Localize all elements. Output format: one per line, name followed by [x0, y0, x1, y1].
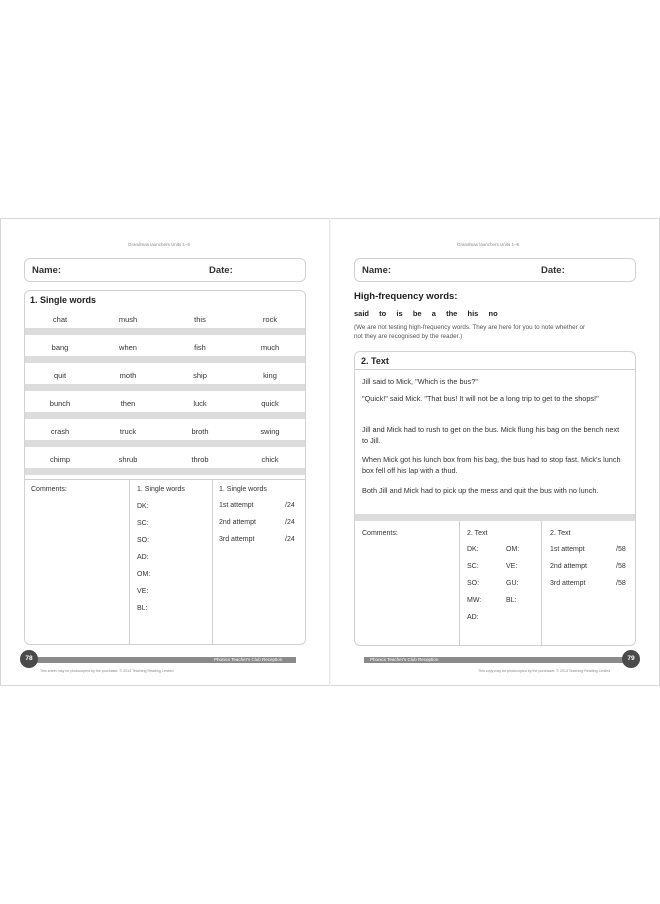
left-page-header: Grandmas launchers Units 1–6: [128, 242, 191, 247]
right-code-label: VE:: [506, 563, 518, 570]
left-attempts-title: 1. Single words: [219, 486, 267, 493]
text-gray-bar: [355, 514, 635, 521]
right-attempt-score: /58: [616, 580, 626, 587]
right-attempt-score: /58: [616, 546, 626, 553]
text-paragraph: Both Jill and Mick had to pick up the mess and quit the bus with no lunch.: [362, 486, 599, 495]
word-cell: fish: [194, 343, 206, 352]
word-row: [25, 395, 305, 412]
word-cell: moth: [119, 371, 137, 380]
left-comments-label: Comments:: [31, 486, 67, 493]
left-copyright: This sheet may be photocopied by the purchaser. © 2014 Teaching Reading Limited: [40, 669, 174, 673]
word-cell: mush: [118, 315, 138, 324]
right-attempts-title: 2. Text: [550, 530, 571, 537]
left-code-label: BL:: [137, 605, 148, 612]
left-page-edge: [0, 218, 1, 686]
word-cell: bunch: [49, 399, 71, 408]
left-code-label: AD:: [137, 554, 149, 561]
text-paragraph: "Quick!" said Mick. "That bus! It will not be a long trip to get to the shops!": [362, 394, 599, 403]
right-page-number: 79: [622, 650, 640, 668]
word-row-separator: [25, 412, 305, 419]
left-codes-title: 1. Single words: [137, 486, 185, 493]
right-code-label: AD:: [467, 614, 479, 621]
left-footer-title: Phonics Teacher's Club Reception: [214, 657, 283, 662]
right-code-label: GU:: [506, 580, 519, 587]
word-row: [25, 451, 305, 468]
word-cell: ship: [193, 371, 207, 380]
word-row: [25, 423, 305, 440]
right-code-label: MW:: [467, 597, 482, 604]
left-attempt-label: 1st attempt: [219, 502, 254, 509]
word-row: [25, 367, 305, 384]
right-attempt-label: 1st attempt: [550, 546, 585, 553]
word-cell: bang: [51, 343, 69, 352]
right-code-label: DK:: [467, 546, 479, 553]
left-name-label: Name:: [32, 265, 62, 276]
text-title-rule: [355, 369, 635, 370]
left-code-label: VE:: [137, 588, 149, 595]
left-date-label: Date:: [209, 265, 233, 276]
word-cell: quick: [261, 399, 279, 408]
left-divider-2: [212, 480, 213, 645]
single-words-title: 1. Single words: [30, 295, 97, 305]
left-table-top-rule: [25, 479, 305, 480]
hf-words-title: High-frequency words:: [354, 291, 458, 302]
text-paragraph: When Mick got his lunch box from his bag, the bus had to stop fast. Mick's lunch box fell off his lap with a thud.: [362, 455, 621, 475]
word-cell: chat: [52, 315, 68, 324]
right-attempt-label: 3rd attempt: [550, 580, 586, 587]
word-cell: much: [260, 343, 280, 352]
left-attempt-label: 2nd attempt: [219, 519, 256, 526]
right-name-label: Name:: [362, 265, 392, 276]
word-cell: swing: [260, 427, 280, 436]
word-cell: king: [263, 371, 277, 380]
left-code-label: SC:: [137, 520, 149, 527]
word-cell: when: [119, 343, 137, 352]
book-spine: [329, 218, 331, 686]
left-page-number: 78: [20, 650, 38, 668]
word-cell: rock: [262, 315, 278, 324]
word-cell: throb: [191, 455, 209, 464]
right-name-date-box: [354, 258, 636, 282]
right-code-label: SC:: [467, 563, 479, 570]
right-divider-2: [541, 521, 542, 646]
text-section-title: 2. Text: [361, 356, 389, 366]
left-name-date-box: [24, 258, 306, 282]
right-divider-1: [459, 521, 460, 646]
word-cell: crash: [50, 427, 70, 436]
left-attempt-score: /24: [285, 519, 295, 526]
hf-note-line-1: (We are not testing high-frequency words. They are here for you to note whether or: [354, 324, 586, 331]
word-row-separator: [25, 440, 305, 447]
right-copyright: This copy may be photocopied by the purchaser. © 2014 Teaching Reading Limited: [478, 669, 611, 673]
right-date-label: Date:: [541, 265, 565, 276]
word-row: [25, 339, 305, 356]
right-page-header: Grandmas launchers Units 1–6: [457, 242, 520, 247]
word-cell: broth: [191, 427, 209, 436]
word-row-separator: [25, 328, 305, 335]
right-comments-label: Comments:: [362, 530, 398, 537]
text-paragraph: Jill said to Mick, "Which is the bus?": [362, 377, 478, 386]
left-attempt-label: 3rd attempt: [219, 536, 255, 543]
left-code-label: OM:: [137, 571, 151, 578]
right-codes-title: 2. Text: [467, 530, 488, 537]
word-row-separator: [25, 468, 305, 475]
right-attempt-score: /58: [616, 563, 626, 570]
left-attempt-score: /24: [285, 502, 295, 509]
left-attempt-score: /24: [285, 536, 295, 543]
text-paragraph: Jill and Mick had to rush to get on the bus. Mick flung his bag on the bench next to Jill.: [362, 425, 620, 445]
left-divider-1: [129, 480, 130, 645]
right-code-label: BL:: [506, 597, 517, 604]
left-code-label: SO:: [137, 537, 150, 544]
left-code-label: DK:: [137, 503, 149, 510]
word-row-separator: [25, 356, 305, 363]
word-cell: truck: [119, 427, 137, 436]
right-footer-title: Phonics Teacher's Club Reception: [370, 657, 439, 662]
word-cell: luck: [193, 399, 207, 408]
word-cell: shrub: [118, 455, 138, 464]
hf-words-list: said to is be a the his no: [354, 309, 498, 318]
right-attempt-label: 2nd attempt: [550, 563, 587, 570]
word-row-separator: [25, 384, 305, 391]
word-cell: quit: [53, 371, 67, 380]
word-cell: then: [120, 399, 136, 408]
word-cell: chick: [261, 455, 279, 464]
word-row: [25, 311, 305, 328]
right-code-label: SO:: [467, 580, 480, 587]
word-cell: this: [194, 315, 206, 324]
right-code-label: OM:: [506, 546, 520, 553]
hf-note-line-2: not they are recognised by the reader.): [354, 333, 463, 340]
word-cell: chimp: [49, 455, 70, 464]
